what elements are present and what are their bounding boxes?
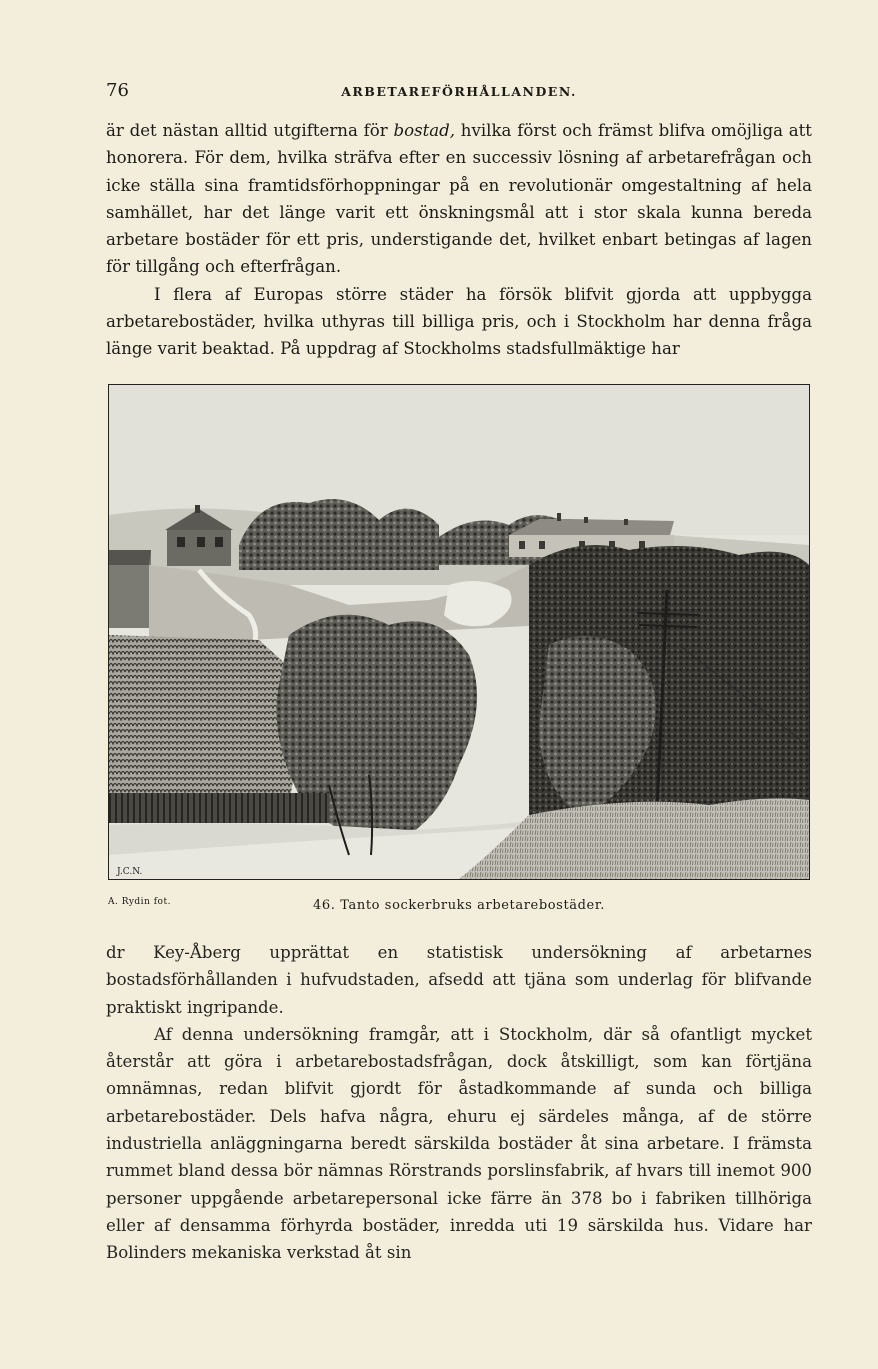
engraving-image — [109, 385, 809, 879]
engraving-figure — [108, 384, 810, 880]
paragraph: dr Key-Åberg upprättat en statistisk undersökning af arbetarnes bostadsförhållanden i hufvudstaden, afsedd att tjäna som underlag för blifvande praktiskt ingripande. — [106, 943, 812, 1017]
text-block-bottom — [106, 939, 812, 1267]
engraver-signature: J.C.N. — [117, 867, 143, 877]
italic-term: bostad, — [393, 121, 456, 140]
paragraph: I flera af Europas större städer ha försök blifvit gjorda att uppbygga arbetarebostäder, hvilka uthyras till billiga pris, och i Stockholm har denna fråga länge varit beaktad. På uppdrag af Stockholms stadsfullmäktige har — [106, 284, 812, 359]
paragraph: Af denna undersökning framgår, att i Stockholm, där så ofantligt mycket återstår att göra i arbetarebostadsfrågan, dock åtskilligt, som kan förtjäna omnämnas, redan blifvit gjordt för åstadkommande af sunda och billiga arbetarebostäder. Dels hafva några, ehuru ej särdeles många, af de större industriella anläggningarna beredt särskilda bostäder åt sina arbetare. I främsta rummet bland dessa bör nämnas Rörstrands porslinsfabrik, af hvars till inemot 900 personer uppgående arbetarepersonal icke färre än 378 bo i fabriken tillhöriga eller af densamma förhyrda bostäder, inredda uti 19 särskilda hus. Vidare har Bolinders mekaniska verkstad åt sin — [106, 1024, 812, 1263]
page-number: 76 — [106, 80, 129, 101]
paragraph: är det nästan alltid utgifterna för bostad, hvilka först och främst blifva omöjliga att honorera. För dem, hvilka sträfva efter en successiv lösning af arbetarefrågan och icke ställa sina framtidsförhoppningar på en revolutionär omgestaltning af hela samhället, har det länge varit ett önskningsmål att i stor skala kunna bereda arbetare bostäder för ett pris, understigande det, hvilket enbart betingas af lagen för tillgång och efterfrågan. — [106, 121, 812, 277]
text-block-top — [106, 117, 812, 363]
running-head — [106, 80, 812, 102]
wooden-fence — [109, 793, 329, 823]
photo-credit: A. Rydin fot. — [108, 897, 171, 907]
running-title: ARBETAREFÖRHÅLLANDEN. — [341, 84, 577, 99]
figure-caption: 46. Tanto sockerbruks arbetarebostäder. — [313, 898, 605, 913]
